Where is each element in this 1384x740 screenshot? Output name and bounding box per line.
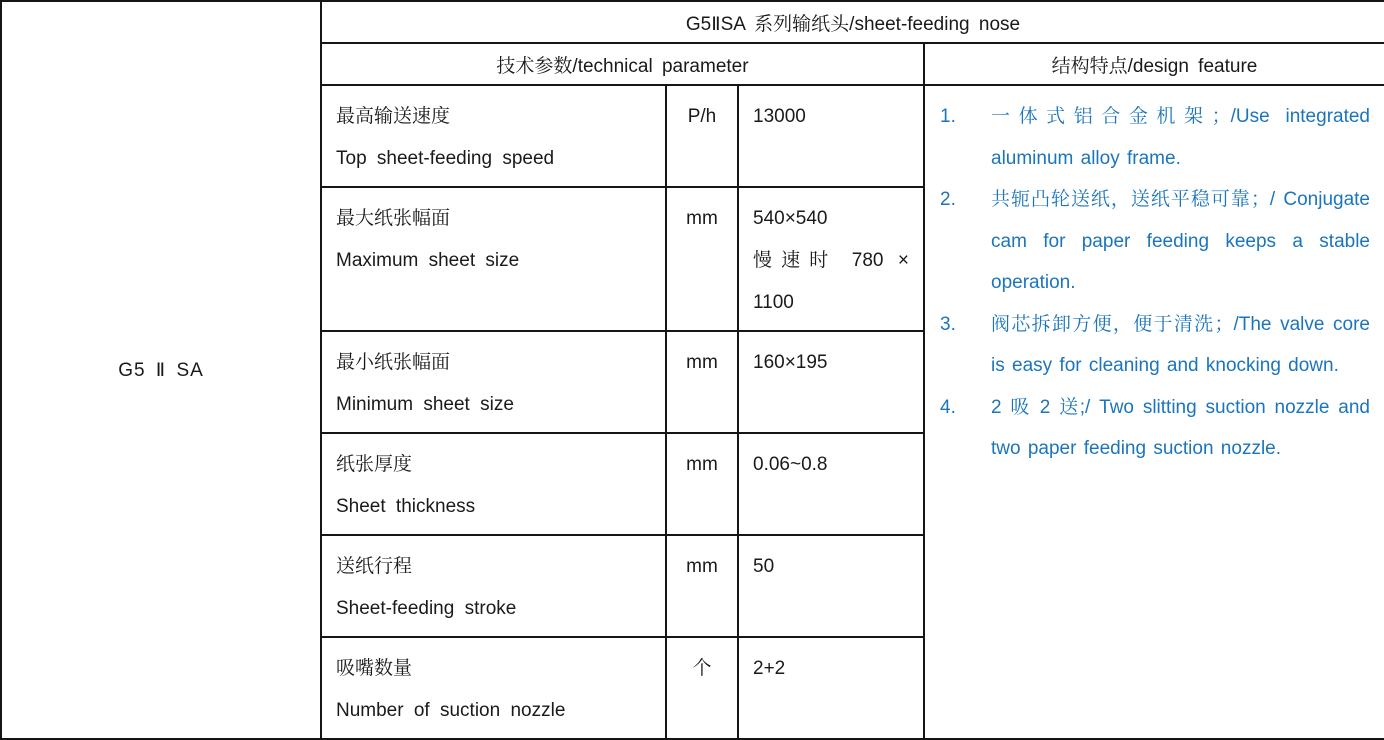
- param-name-cell: [321, 85, 666, 187]
- value-cell: [738, 85, 924, 187]
- unit-cell: mm: [666, 535, 738, 637]
- feature-text: 共轭凸轮送纸，送纸平稳可靠；/ Conjugate cam for paper feeding keeps a stable operation.: [991, 189, 1370, 293]
- param-name-cn: 纸张厚度: [336, 454, 413, 475]
- param-name-cn: 送纸行程: [336, 556, 413, 577]
- design-feature-list: [924, 85, 1384, 739]
- param-name-cell: [321, 433, 666, 535]
- param-name-en: Maximum sheet size: [336, 250, 520, 271]
- tech-param-header: 技术参数/technical parameter: [321, 43, 924, 85]
- table-title: G5ⅡSA 系列输纸头/sheet-feeding nose: [321, 1, 1384, 43]
- value-cell: [738, 331, 924, 433]
- feature-item: [925, 96, 1370, 179]
- feature-number: 4.: [940, 396, 956, 418]
- param-value-extra: 慢速时 780 × 1100: [753, 250, 909, 313]
- param-name-cell: [321, 331, 666, 433]
- feature-number: 2.: [940, 189, 956, 210]
- feature-item: [925, 304, 1370, 387]
- feature-item: [925, 387, 1370, 470]
- param-name-cell: [321, 637, 666, 739]
- unit-cell: mm: [666, 187, 738, 331]
- param-name-cn: 最大纸张幅面: [336, 208, 451, 229]
- param-name-en: Sheet-feeding stroke: [336, 598, 517, 619]
- value-cell: [738, 637, 924, 739]
- param-name-cn: 最高输送速度: [336, 106, 451, 127]
- unit-cell: P/h: [666, 85, 738, 187]
- param-name-en: Sheet thickness: [336, 496, 476, 517]
- param-name-cn: 最小纸张幅面: [336, 352, 451, 373]
- param-value: 2+2: [753, 658, 786, 679]
- feature-text: 阀芯拆卸方便，便于清洗；/The valve core is easy for cleaning and knocking down.: [991, 313, 1370, 376]
- value-cell: [738, 187, 924, 331]
- feature-number: 3.: [940, 313, 956, 335]
- param-value: 13000: [753, 106, 806, 127]
- design-feature-header: 结构特点/design feature: [924, 43, 1384, 85]
- unit-cell: mm: [666, 433, 738, 535]
- param-value: 160×195: [753, 352, 828, 373]
- value-cell: [738, 433, 924, 535]
- param-name-en: Minimum sheet size: [336, 394, 514, 415]
- feature-text: 一体式铝合金机架；/Use integrated aluminum alloy frame.: [991, 106, 1370, 169]
- param-name-cn: 吸嘴数量: [336, 658, 413, 679]
- unit-cell: 个: [666, 637, 738, 739]
- param-name-en: Number of suction nozzle: [336, 700, 566, 721]
- param-value: 0.06~0.8: [753, 454, 828, 475]
- param-name-cell: [321, 187, 666, 331]
- param-value: 50: [753, 556, 775, 577]
- unit-cell: mm: [666, 331, 738, 433]
- feature-number: 1.: [940, 106, 956, 127]
- feature-text: 2 吸 2 送;/ Two slitting suction nozzle and two paper feeding suction nozzle.: [991, 396, 1370, 459]
- model-cell: G5 Ⅱ SA: [1, 1, 321, 739]
- feature-item: [925, 179, 1370, 304]
- param-value: 540×540: [753, 208, 828, 229]
- param-name-en: Top sheet-feeding speed: [336, 148, 555, 169]
